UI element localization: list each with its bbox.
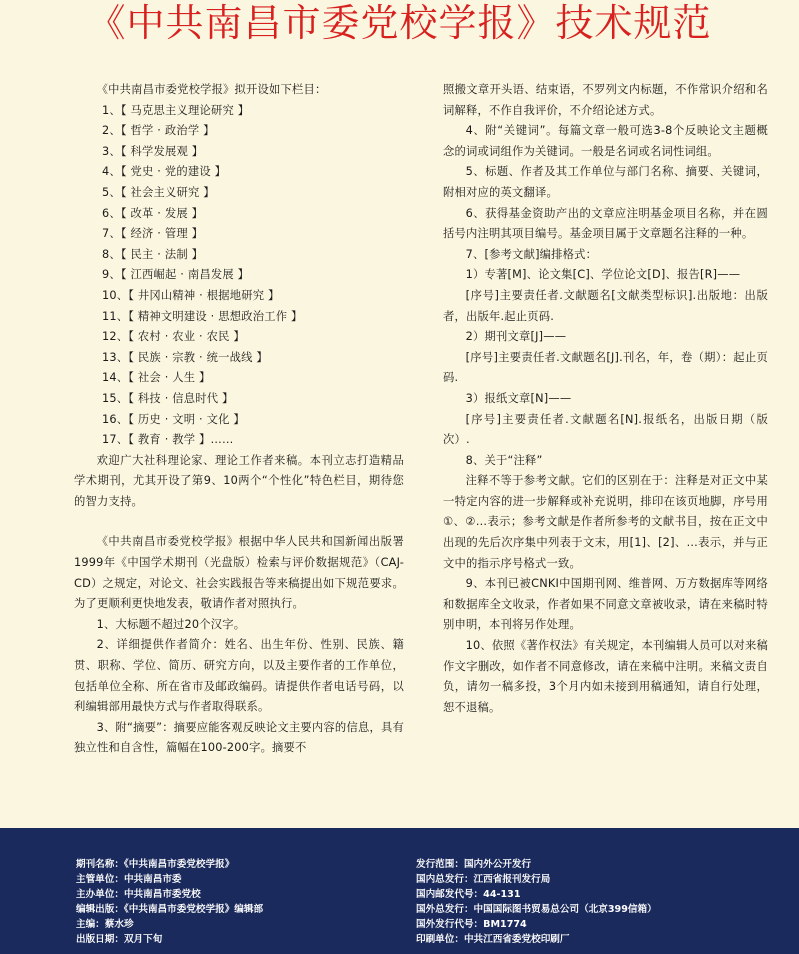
footer-info-line: 主管单位：中共南昌市委 <box>76 874 182 885</box>
footer-left-column <box>76 857 263 947</box>
rule-3-continued: 照搬文章开头语、结束语，不罗列文内标题，不作常识介绍和名词解释，不作自我评价，不介绍论述方式。 <box>443 83 768 117</box>
category-item: 8、【 民主 · 法制 】 <box>102 247 204 261</box>
rule-2: 2、详细提供作者简介：姓名、出生年份、性别、民族、籍贯、职称、学位、简历、研究方向，以及主要作者的工作单位，包括单位全称、所在省市及邮政编码。请提供作者电话号码，以利编辑部用最快方式与作者取得联系。 <box>74 638 404 714</box>
spacer <box>74 512 404 532</box>
reference-1-format: [序号]主要责任者.文献题名[文献类型标识].出版地：出版者，出版年.起止页码. <box>443 288 768 323</box>
journal-info-footer <box>0 828 799 954</box>
footer-info-line: 国内邮发代号：44-131 <box>416 889 521 900</box>
category-item: 9、【 江西崛起 · 南昌发展 】 <box>102 268 250 282</box>
footer-info-line: 国外发行代号：BM1774 <box>416 919 527 930</box>
category-item: 2、【 哲学 · 政治学 】 <box>102 124 215 138</box>
category-item: 5、【 社会主义研究 】 <box>102 185 215 199</box>
rule-8-body: 注释不等于参考文献。它们的区别在于：注释是对正文中某一特定内容的进一步解释或补充说明，排印在该页地脚，序号用①、②…表示；参考文献是作者所参考的文献书目，按在正文中出现的先后次序集中列表于文末，用[1]、[2]、…表示，并与正文中的指示序号格式一致。 <box>443 474 768 570</box>
requirement-text: 《中共南昌市委党校学报》根据中华人民共和国新闻出版署1999年《中国学术期刊（光盘版）检索与评价数据规范》（CAJ-CD）之规定，对论文、社会实践报告等来稿提出如下规范要求。为了更顺利更快地发表，敬请作者对照执行。 <box>74 535 404 611</box>
footer-info-line: 国外总发行：中国国际图书贸易总公司（北京399信箱） <box>416 904 657 915</box>
rule-1: 1、大标题不超过20个汉字。 <box>96 617 246 631</box>
category-item: 7、【 经济 · 管理 】 <box>102 227 204 241</box>
reference-2-format: [序号]主要责任者.文献题名[J].刊名，年，卷（期）：起止页码. <box>443 350 768 385</box>
rule-10: 10、依照《著作权法》有关规定，本刊编辑人员可以对来稿作文字删改，如作者不同意修改，请在来稿中注明。来稿文责自负，请勿一稿多投，3个月内如未接到用稿通知，请自行处理，恕不退稿。 <box>443 639 768 714</box>
category-item: 15、【 科技 · 信息时代 】 <box>102 391 234 405</box>
footer-info-line: 出版日期：双月下旬 <box>76 934 163 945</box>
category-item: 3、【 科学发展观 】 <box>102 144 204 158</box>
category-item: 4、【 党史 · 党的建设 】 <box>102 165 227 179</box>
rule-5: 5、标题、作者及其工作单位与部门名称、摘要、关键词，附相对应的英文翻译。 <box>443 165 768 199</box>
rule-3: 3、附“摘要”：摘要应能客观反映论文主要内容的信息，具有独立性和自含性，篇幅在100-200字。摘要不 <box>74 720 404 755</box>
intro-text: 《中共南昌市委党校学报》拟开设如下栏目： <box>96 83 327 96</box>
right-column <box>443 80 768 718</box>
category-item: 1、【 马克思主义理论研究 】 <box>102 103 250 117</box>
category-item: 12、【 农村 · 农业 · 农民 】 <box>102 330 245 344</box>
footer-info-line: 主办单位：中共南昌市委党校 <box>76 889 201 900</box>
rule-7: 7、[参考文献]编排格式： <box>465 247 598 261</box>
category-item: 13、【 民族 · 宗教 · 统一战线 】 <box>102 350 268 364</box>
reference-3-format: [序号]主要责任者.文献题名[N].报纸名，出版日期（版次）. <box>443 412 768 447</box>
category-item: 10、【 井冈山精神 · 根据地研究 】 <box>102 288 280 302</box>
rule-6: 6、获得基金资助产出的文章应注明基金项目名称，并在圆括号内注明其项目编号。基金项目属于文章题名注释的一种。 <box>443 206 768 241</box>
rule-9: 9、本刊已被CNKI中国期刊网、维普网、万方数据库等网络和数据库全文收录，作者如果不同意文章被收录，请在来稿时特别申明，本刊将另作处理。 <box>443 577 768 632</box>
category-item: 14、【 社会 · 人生 】 <box>102 371 211 385</box>
footer-info-line: 期刊名称：《中共南昌市委党校学报》 <box>76 859 235 870</box>
category-item: 6、【 改革 · 发展 】 <box>102 206 204 220</box>
footer-right-column <box>416 857 657 947</box>
reference-1-heading: 1）专著[M]、论文集[C]、学位论文[D]、报告[R]—— <box>465 268 741 282</box>
left-column <box>74 80 404 759</box>
category-item: 11、【 精神文明建设 · 思想政治工作 】 <box>102 309 303 323</box>
reference-3-heading: 3）报纸文章[N]—— <box>465 391 572 405</box>
page-title: 《中共南昌市委党校学报》技术规范 <box>87 1 712 45</box>
reference-2-heading: 2）期刊文章[J]—— <box>465 330 567 344</box>
footer-info-line: 国内总发行：江西省报刊发行局 <box>416 874 551 885</box>
category-item: 16、【 历史 · 文明 · 文化 】 <box>102 412 245 426</box>
footer-info-line: 编辑出版：《中共南昌市委党校学报》编辑部 <box>76 904 264 915</box>
welcome-text: 欢迎广大社科理论家、理论工作者来稿。本刊立志打造精品学术期刊，尤其开设了第9、10两个“个性化”特色栏目，期待您的智力支持。 <box>74 453 404 508</box>
category-list <box>74 101 404 451</box>
footer-info-line: 主编：蔡水珍 <box>76 919 134 930</box>
rule-4: 4、附“关键词”。每篇文章一般可选3-8个反映论文主题概念的词或词组作为关键词。一般是名词或名词性词组。 <box>443 124 768 158</box>
footer-info-line: 发行范围：国内外公开发行 <box>416 859 532 870</box>
rule-8: 8、关于“注释” <box>465 453 543 467</box>
footer-info-line: 印刷单位：中共江西省委党校印刷厂 <box>416 934 570 945</box>
category-item: 17、【 教育 · 教学 】…… <box>102 433 234 447</box>
